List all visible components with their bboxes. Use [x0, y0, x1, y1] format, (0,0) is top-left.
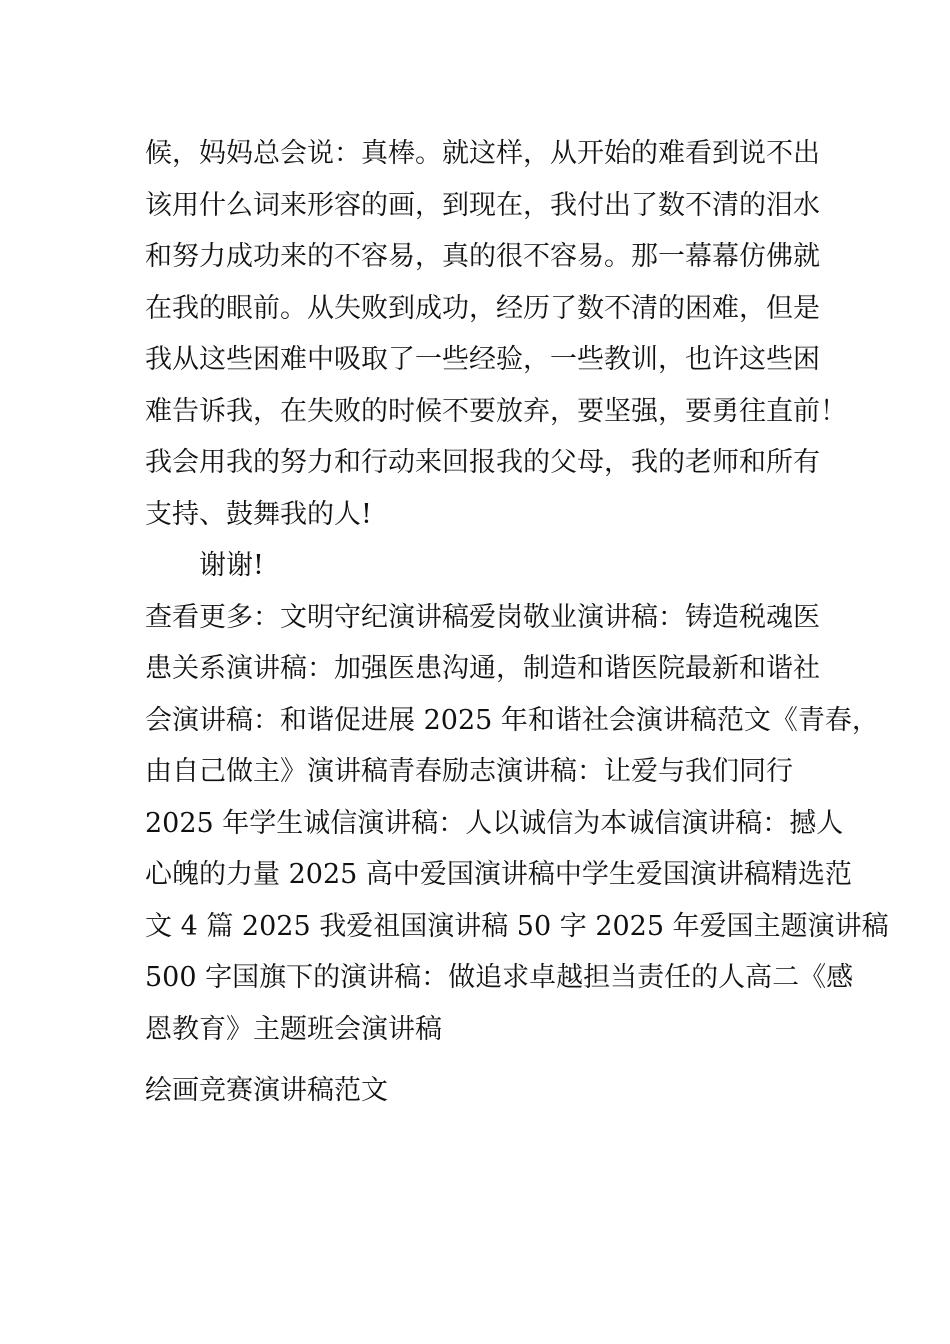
paragraph-line: 我从这些困难中吸取了一些经验，一些教训，也许这些困 — [145, 344, 820, 375]
see-more-line: 2025 年学生诚信演讲稿：人以诚信为本诚信演讲稿：撼人 — [145, 807, 844, 839]
paragraph-line: 难告诉我，在失败的时候不要放弃，要坚强，要勇往直前！ — [145, 395, 847, 427]
see-more-section — [145, 592, 889, 1056]
paragraph-line: 我会用我的努力和行动来回报我的父母，我的老师和所有 — [145, 447, 820, 478]
see-more-line: 由自己做主》演讲稿青春励志演讲稿：让爱与我们同行 — [145, 756, 793, 787]
document-text — [145, 128, 889, 1117]
see-more-line: 查看更多：文明守纪演讲稿爱岗敬业演讲稿：铸造税魂医 — [145, 601, 820, 633]
paragraph-line: 候，妈妈总会说：真棒。就这样，从开始的难看到说不出 — [145, 138, 820, 169]
see-more-line: 患关系演讲稿：加强医患沟通，制造和谐医院最新和谐社 — [145, 653, 820, 684]
paragraph-line: 和努力成功来的不容易，真的很不容易。那一幕幕仿佛就 — [145, 241, 820, 272]
see-more-line: 会演讲稿：和谐促进展 2025 年和谐社会演讲稿范文《青春， — [145, 704, 879, 736]
paragraph-line: 支持、鼓舞我的人! — [145, 498, 372, 530]
paragraph-line: 在我的眼前。从失败到成功，经历了数不清的困难，但是 — [145, 292, 820, 324]
body-paragraph — [145, 128, 847, 540]
closing-thanks: 谢谢! — [199, 550, 264, 581]
see-more-line: 500 字国旗下的演讲稿：做追求卓越担当责任的人高二《感 — [145, 962, 854, 993]
see-more-line: 文 4 篇 2025 我爱祖国演讲稿 50 字 2025 年爱国主题演讲稿 — [145, 910, 889, 942]
see-more-line: 恩教育》主题班会演讲稿 — [145, 1013, 442, 1045]
footer-title: 绘画竞赛演讲稿范文 — [145, 1075, 388, 1106]
paragraph-line: 该用什么词来形容的画，到现在，我付出了数不清的泪水 — [145, 189, 820, 221]
see-more-line: 心魄的力量 2025 高中爱国演讲稿中学生爱国演讲稿精选范 — [145, 859, 852, 890]
